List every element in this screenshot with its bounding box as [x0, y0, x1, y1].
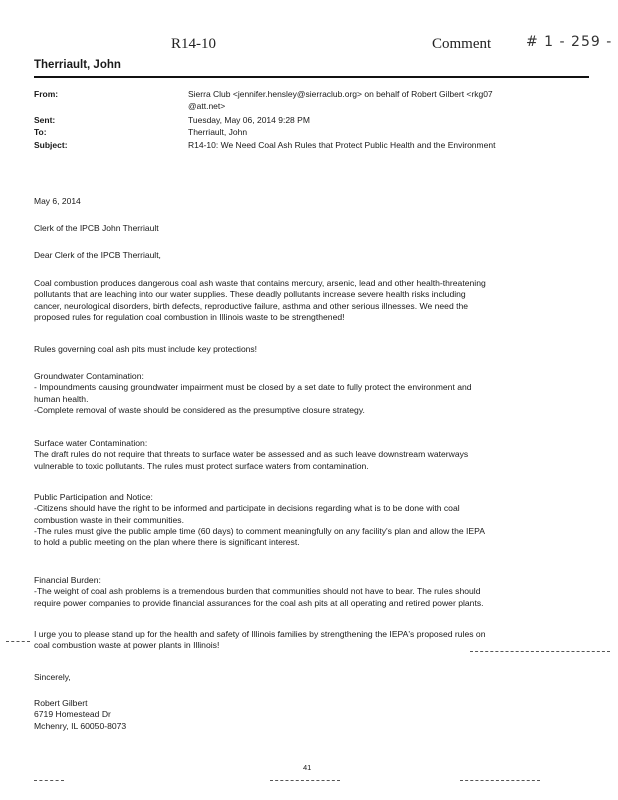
- sent-label: Sent:: [34, 115, 56, 125]
- to-value: Therriault, John: [188, 127, 248, 137]
- scan-artifact-line: [6, 641, 30, 642]
- page-title: Therriault, John: [34, 59, 121, 71]
- signature-name: Robert Gilbert: [34, 698, 88, 708]
- section-heading: Surface water Contamination:: [34, 438, 148, 448]
- section-line: to hold a public meeting on the plan where there is significant interest.: [34, 537, 300, 548]
- docket-number: R14-10: [171, 36, 216, 52]
- section-line: -The weight of coal ash problems is a tremendous burden that communities should not have to bear. The rules should: [34, 586, 481, 597]
- signature-block: [34, 698, 589, 732]
- intro-paragraph: [34, 278, 589, 323]
- intro-line: cancer, neurological disorders, birth defects, reproductive failure, asthma and other serious illnesses. We need the: [34, 300, 469, 311]
- financial-section: [34, 575, 589, 609]
- section-line: combustion waste in their communities.: [34, 514, 184, 525]
- page-number: 41: [303, 763, 312, 772]
- title-divider: [34, 76, 589, 78]
- section-line: - Impoundments causing groundwater impairment must be closed by a set date to fully protect the environment and: [34, 382, 472, 393]
- section-line: -Citizens should have the right to be informed and participate in decisions regarding what is to be done with coal: [34, 503, 460, 514]
- signature-street: 6719 Homestead Dr: [34, 709, 111, 720]
- salutation: Dear Clerk of the IPCB Therriault,: [34, 250, 161, 260]
- signoff: Sincerely,: [34, 672, 71, 682]
- closing-line: I urge you to please stand up for the health and safety of Illinois families by strengthening the IEPA's proposed rules on: [34, 629, 486, 639]
- intro-line: pollutants that are leaching into our water supplies. These deadly pollutants increase severe health risks including: [34, 289, 466, 300]
- intro-line: Coal combustion produces dangerous coal ash waste that contains mercury, arsenic, lead and other health-threatening: [34, 278, 486, 288]
- signature-city: Mchenry, IL 60050-8073: [34, 720, 127, 731]
- section-line: -The rules must give the public ample time (60 days) to comment meaningfully on any facility's plan and allow the IEPA: [34, 525, 485, 536]
- comment-label: Comment: [432, 36, 492, 52]
- scan-artifact-line: [270, 780, 340, 781]
- scan-artifact-line: [470, 651, 610, 652]
- scan-artifact-line: [460, 780, 540, 781]
- subject-label: Subject:: [34, 140, 68, 150]
- section-heading: Groundwater Contamination:: [34, 371, 144, 381]
- section-line: human health.: [34, 393, 89, 404]
- rules-line: Rules governing coal ash pits must include key protections!: [34, 344, 258, 354]
- letter-date: May 6, 2014: [34, 196, 81, 206]
- surface-section: [34, 438, 589, 472]
- section-line: The draft rules do not require that threats to surface water be assessed and as such leave downstream waterways: [34, 449, 469, 460]
- section-line: vulnerable to toxic pollutants. The rules must protect surface waters from contamination.: [34, 460, 369, 471]
- from-value: Sierra Club <jennifer.hensley@sierraclub.org> on behalf of Robert Gilbert <rkg07: [188, 89, 493, 99]
- to-label: To:: [34, 127, 47, 137]
- sent-value: Tuesday, May 06, 2014 9:28 PM: [188, 115, 310, 125]
- section-line: require power companies to provide financial assurances for the coal ash pits at all operating and retired power plants.: [34, 597, 484, 608]
- closing-line: coal combustion waste at power plants in Illinois!: [34, 640, 220, 651]
- from-value-cont: @att.net>: [188, 101, 226, 111]
- intro-line: proposed rules for regulation coal combustion in Illinois waste to be strengthened!: [34, 311, 345, 322]
- subject-value: R14-10: We Need Coal Ash Rules that Protect Public Health and the Environment: [188, 140, 496, 150]
- public-section: [34, 492, 589, 548]
- recipient-line: Clerk of the IPCB John Therriault: [34, 223, 159, 233]
- section-heading: Financial Burden:: [34, 575, 101, 585]
- comment-number: # 1 - 259 -: [526, 34, 613, 50]
- groundwater-section: [34, 371, 589, 416]
- from-label: From:: [34, 89, 59, 99]
- scan-artifact-line: [34, 780, 64, 781]
- section-line: -Complete removal of waste should be considered as the presumptive closure strategy.: [34, 404, 365, 415]
- closing-paragraph: [34, 629, 589, 652]
- section-heading: Public Participation and Notice:: [34, 492, 153, 502]
